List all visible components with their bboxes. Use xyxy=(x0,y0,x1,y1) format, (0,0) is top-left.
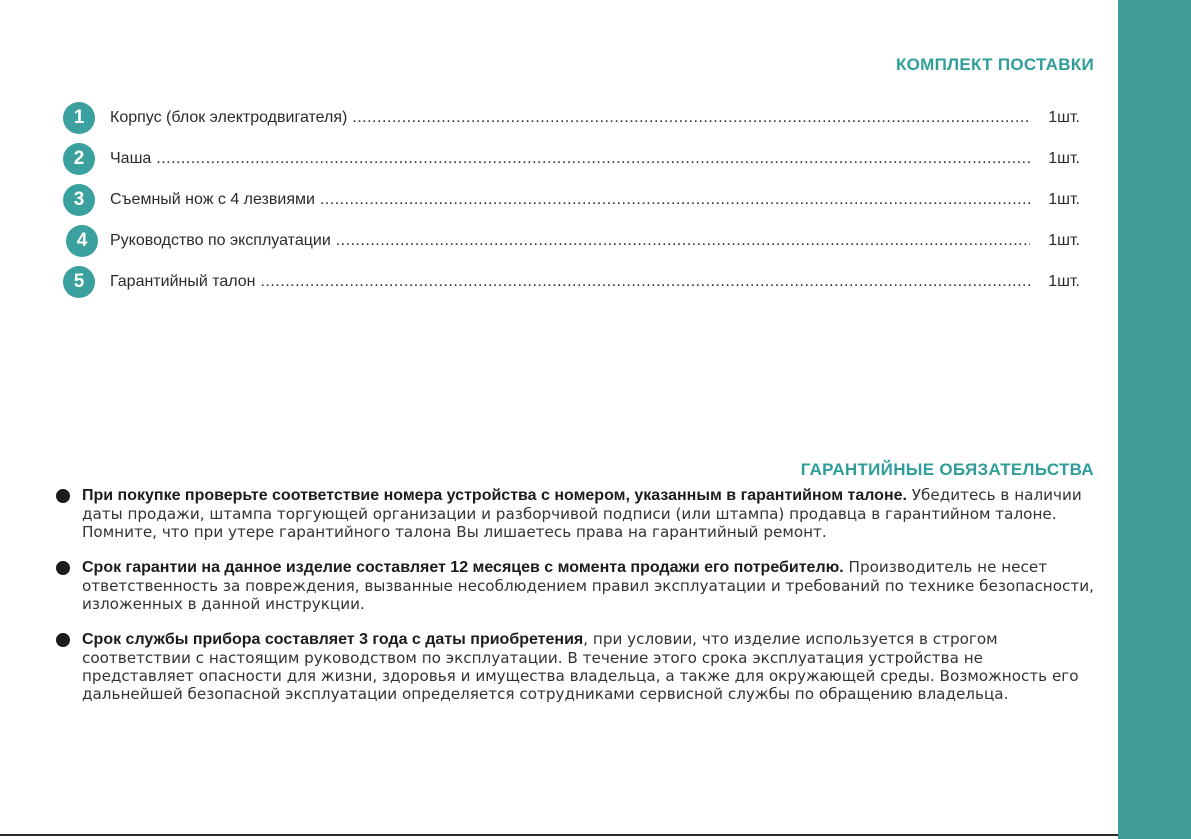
item-number-badge: 3 xyxy=(63,184,95,216)
side-accent-bar xyxy=(1118,0,1191,839)
item-label: Гарантийный талон ..... xyxy=(110,273,1030,291)
item-quantity: 1шт. xyxy=(1048,191,1080,208)
list-item xyxy=(63,225,1080,266)
bullet-dot-icon xyxy=(56,633,70,647)
paragraph-text: Производитель не несет ответственность за повреждения, вызванные несоблюдением правил эксплуатации и требований по технике безопасности, изложенных в данной инструкции. xyxy=(82,558,1094,613)
warranty-paragraph xyxy=(54,630,1099,703)
paragraph-lead: Срок службы прибора составляет 3 года с даты приобретения xyxy=(82,631,584,648)
item-label: Съемный нож с 4 лезвиями ..... xyxy=(110,191,1030,209)
paragraph-text: Убедитесь в наличии даты продажи, штампа торгующей организации и разборчивой подписи (или штампа) продавца в гарантийном талоне. Помните, что при утере гарантийного талона Вы лишаетесь права на гарантийный ремонт. xyxy=(82,486,1082,541)
list-item xyxy=(63,143,1080,184)
item-number-badge: 2 xyxy=(63,143,95,175)
item-quantity: 1шт. xyxy=(1048,150,1080,167)
bullet-dot-icon xyxy=(56,561,70,575)
item-quantity: 1шт. xyxy=(1048,232,1080,249)
item-number-badge: 4 xyxy=(66,225,98,257)
paragraph-lead: При покупке проверьте соответствие номера устройства с номером, указанным в гарантийном талоне. xyxy=(82,487,907,504)
list-item xyxy=(63,266,1080,307)
item-quantity: 1шт. xyxy=(1048,109,1080,126)
item-quantity: 1шт. xyxy=(1048,273,1080,290)
list-item xyxy=(63,184,1080,225)
item-label: Руководство по эксплуатации ..... xyxy=(110,232,1030,250)
item-label: Корпус (блок электродвигателя) ..... xyxy=(110,109,1030,127)
item-number-badge: 5 xyxy=(63,266,95,298)
bullet-dot-icon xyxy=(56,489,70,503)
paragraph-text: , при условии, что изделие используется в строгом соответствии с настоящим руководством по эксплуатации. В течение этого срока эксплуатация устройства не представляет опасности для жизни, здоровья и имущества владельца, а также для окружающей среды. Возможность его дальнейшей безопасной эксплуатации определяется сотрудниками сервисной службы по обращению владельца. xyxy=(82,630,1079,703)
paragraph-lead: Срок гарантии на данное изделие составляет 12 месяцев с момента продажи его потребителю. xyxy=(82,559,844,576)
list-item xyxy=(63,102,1080,143)
warranty-list xyxy=(54,486,1099,703)
bottom-rule xyxy=(0,834,1118,836)
warranty-paragraph xyxy=(54,486,1099,541)
item-number-badge: 1 xyxy=(63,102,95,134)
warranty-title: ГАРАНТИЙНЫЕ ОБЯЗАТЕЛЬСТВА xyxy=(800,460,1094,479)
contents-title: КОМПЛЕКТ ПОСТАВКИ xyxy=(895,55,1094,74)
warranty-paragraph xyxy=(54,558,1099,613)
contents-list xyxy=(63,102,1080,307)
item-label: Чаша ..... xyxy=(110,150,1030,168)
